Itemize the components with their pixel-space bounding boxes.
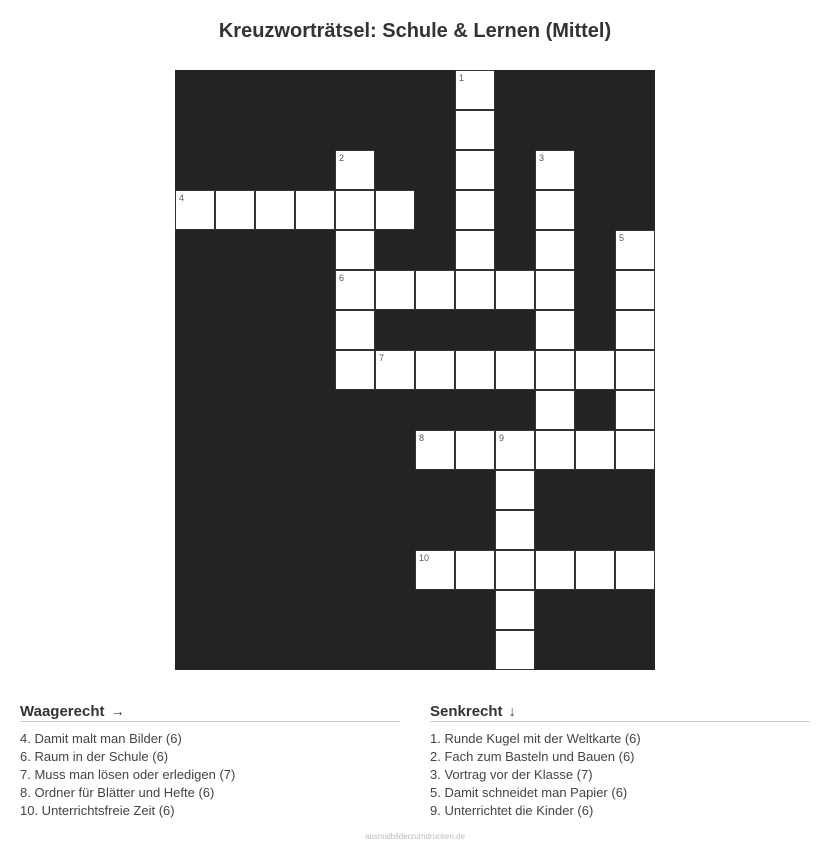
grid-cell[interactable] <box>455 550 495 590</box>
arrow-right-icon: → <box>110 703 125 719</box>
grid-cell[interactable] <box>455 110 495 150</box>
grid-cell[interactable] <box>575 350 615 390</box>
across-heading-label: Waagerecht <box>20 703 105 720</box>
clue-number: 2 <box>339 153 345 163</box>
grid-cell[interactable] <box>335 230 375 270</box>
grid-cell[interactable] <box>535 350 575 390</box>
grid-cell[interactable] <box>495 470 535 510</box>
grid-cell[interactable] <box>415 350 455 390</box>
clue-number: 1 <box>459 73 465 83</box>
down-clues-section <box>430 702 810 820</box>
grid-cell[interactable] <box>335 310 375 350</box>
grid-cell[interactable] <box>495 630 535 670</box>
grid-cell[interactable] <box>455 190 495 230</box>
grid-cell[interactable] <box>535 310 575 350</box>
grid-cell[interactable] <box>535 390 575 430</box>
clue-number: 10 <box>419 553 430 563</box>
grid-cell[interactable] <box>375 270 415 310</box>
grid-cell[interactable] <box>175 190 215 230</box>
grid-cell[interactable] <box>415 550 455 590</box>
across-clues-section <box>20 702 400 820</box>
grid-cell[interactable] <box>455 230 495 270</box>
grid-cell[interactable] <box>335 350 375 390</box>
grid-cell[interactable] <box>455 350 495 390</box>
clue-number: 9 <box>499 433 505 443</box>
grid-cell[interactable] <box>535 190 575 230</box>
clue-number: 3 <box>539 153 545 163</box>
grid-cell[interactable] <box>455 70 495 110</box>
down-clue: 1. Runde Kugel mit der Weltkarte (6) <box>430 731 641 746</box>
grid-cell[interactable] <box>615 390 655 430</box>
grid-cell[interactable] <box>335 270 375 310</box>
grid-cell[interactable] <box>335 190 375 230</box>
grid-cell[interactable] <box>615 350 655 390</box>
footer-credit: ausmalbilderzumdrucken.de <box>364 832 466 841</box>
grid-cell[interactable] <box>255 190 295 230</box>
grid-cell[interactable] <box>575 550 615 590</box>
grid-cell[interactable] <box>535 550 575 590</box>
grid-cell[interactable] <box>375 190 415 230</box>
grid-cell[interactable] <box>495 430 535 470</box>
across-clue: 8. Ordner für Blätter und Hefte (6) <box>20 785 215 800</box>
grid-cell[interactable] <box>495 590 535 630</box>
down-clue-list <box>430 730 810 820</box>
clue-number: 6 <box>339 273 345 283</box>
down-clue: 5. Damit schneidet man Papier (6) <box>430 785 628 800</box>
grid-cell[interactable] <box>495 270 535 310</box>
down-clue: 2. Fach zum Basteln und Bauen (6) <box>430 749 635 764</box>
crossword-grid <box>175 70 655 670</box>
grid-cell[interactable] <box>455 150 495 190</box>
grid-cell[interactable] <box>535 230 575 270</box>
grid-cell[interactable] <box>295 190 335 230</box>
across-heading <box>20 702 400 722</box>
grid-cell[interactable] <box>495 510 535 550</box>
clue-number: 7 <box>379 353 385 363</box>
down-clue: 9. Unterrichtet die Kinder (6) <box>430 803 594 818</box>
grid-cell[interactable] <box>455 270 495 310</box>
grid-cell[interactable] <box>495 350 535 390</box>
down-heading-label: Senkrecht <box>430 703 503 720</box>
across-clue: 10. Unterrichtsfreie Zeit (6) <box>20 803 175 818</box>
across-clue: 4. Damit malt man Bilder (6) <box>20 731 182 746</box>
clue-number: 4 <box>179 193 185 203</box>
grid-cell[interactable] <box>615 550 655 590</box>
grid-cell[interactable] <box>535 150 575 190</box>
grid-cell[interactable] <box>335 150 375 190</box>
grid-cell[interactable] <box>375 350 415 390</box>
grid-cell[interactable] <box>575 430 615 470</box>
grid-cell[interactable] <box>535 270 575 310</box>
grid-cell[interactable] <box>615 310 655 350</box>
down-clue: 3. Vortrag vor der Klasse (7) <box>430 767 593 782</box>
grid-cell[interactable] <box>535 430 575 470</box>
puzzle-title: Kreuzworträtsel: Schule & Lernen (Mittel) <box>218 20 612 42</box>
grid-cell[interactable] <box>615 430 655 470</box>
grid-cell[interactable] <box>615 230 655 270</box>
across-clue: 6. Raum in der Schule (6) <box>20 749 169 764</box>
across-clue-list <box>20 730 400 820</box>
clue-number: 5 <box>619 233 625 243</box>
grid-cell[interactable] <box>455 430 495 470</box>
grid-cell[interactable] <box>215 190 255 230</box>
grid-cell[interactable] <box>495 550 535 590</box>
grid-cell[interactable] <box>415 430 455 470</box>
grid-cell[interactable] <box>415 270 455 310</box>
clue-number: 8 <box>419 433 425 443</box>
across-clue: 7. Muss man lösen oder erledigen (7) <box>20 767 236 782</box>
down-heading <box>430 702 810 722</box>
arrow-down-icon: ↓ <box>508 703 516 719</box>
grid-cell[interactable] <box>615 270 655 310</box>
